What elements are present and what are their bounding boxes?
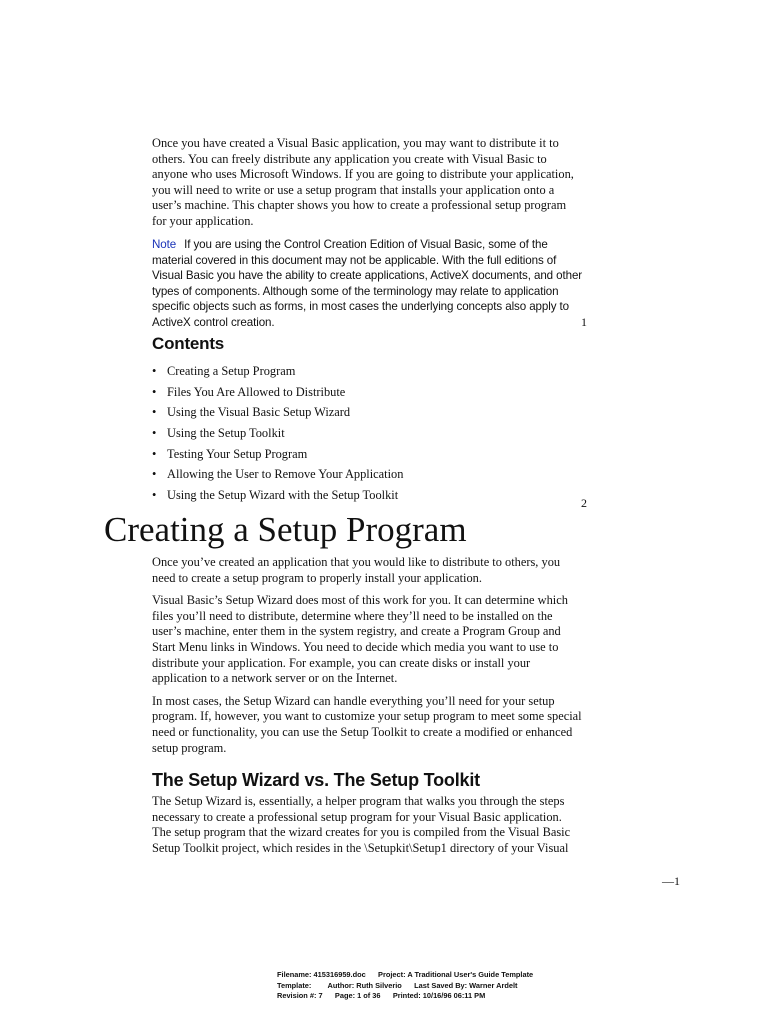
note-label: Note — [152, 238, 177, 251]
contents-item-label: Using the Setup Toolkit — [167, 426, 285, 441]
contents-item-label: Allowing the User to Remove Your Application — [167, 467, 404, 482]
chapter-paragraph: Visual Basic’s Setup Wizard does most of this work for you. It can determine which files you’ll need to distribute, determine where they’ll need to be installed on the user’s machine, enter them in the system registry, and create a Program Group and Start Menu links in Windows. You need to decide which media you want to use to distribute your application. For example, you can create disks or install your application to a network server or on the Internet. — [152, 593, 568, 686]
chapter-paragraph: Once you’ve created an application that you would like to distribute to others, you need to create a setup program to properly install your application. — [152, 555, 561, 585]
bullet-icon: • — [152, 467, 157, 482]
footer-line: Template: Author: Ruth Silverio Last Saved By: Warner Ardelt — [277, 980, 518, 990]
bullet-icon: • — [152, 364, 157, 378]
chapter-title: Creating a Setup Program — [104, 510, 467, 549]
bullet-icon: • — [152, 446, 157, 461]
contents-item[interactable] — [152, 423, 582, 444]
footer-line: Revision #: 7 Page: 1 of 36 Printed: 10/16/96 06:11 PM — [277, 991, 486, 1000]
chapter-paragraph: In most cases, the Setup Wizard can handle everything you’ll need for your setup program. If, however, you want to customize your setup program to meet some special need or functionality, you can use the Setup Toolkit to create a modified or enhanced setup program. — [152, 693, 582, 755]
contents-item[interactable] — [152, 485, 582, 506]
note-block — [152, 237, 590, 331]
bullet-icon: • — [152, 384, 157, 399]
subsection — [152, 770, 612, 856]
footer-line: Filename: 415316959.doc Project: A Traditional User's Guide Template — [277, 970, 534, 979]
contents-item[interactable] — [152, 361, 582, 382]
contents-item-label: Testing Your Setup Program — [167, 446, 308, 461]
subsection-heading: The Setup Wizard vs. The Setup Toolkit — [152, 770, 480, 790]
contents-item[interactable] — [152, 402, 582, 423]
contents-item-label: Using the Setup Wizard with the Setup Toolkit — [167, 488, 399, 503]
contents-list — [152, 361, 582, 506]
contents-item[interactable] — [152, 464, 582, 485]
page-marker-2: 2 — [581, 496, 587, 510]
contents-item[interactable] — [152, 444, 582, 465]
chapter-body — [152, 555, 582, 756]
page-footer-number: —1 — [662, 874, 680, 888]
bullet-icon: • — [152, 488, 157, 503]
contents-item-label: Files You Are Allowed to Distribute — [167, 384, 346, 399]
subsection-paragraph: The Setup Wizard is, essentially, a helper program that walks you through the steps necessary to create a professional setup program for your Visual Basic application. The setup program that the wizard creates for you is compiled from the Visual Basic Setup Toolkit project, which resides in the \Setupkit\Setup1 directory of your Visual — [152, 794, 571, 855]
contents-section — [152, 334, 582, 506]
document-footer — [277, 970, 533, 1002]
note-paragraph — [152, 237, 590, 331]
note-text: If you are using the Control Creation Edition of Visual Basic, some of the material covered in this document may not be applicable. With the full editions of Visual Basic you have the ability to create applications, ActiveX documents, and other types of components. Although some of the terminology may relate to application specific objects such as forms, in most cases the underlying concepts also apply to ActiveX control creation. — [152, 238, 583, 329]
page-marker-1: 1 — [581, 315, 587, 329]
contents-item[interactable] — [152, 382, 582, 403]
intro-paragraph: Once you have created a Visual Basic application, you may want to distribute it to others. You can freely distribute any application you create with Visual Basic to anyone who uses Microsoft Windows. If you are going to distribute your application, you will need to write or use a setup program that installs your application onto a user’s machine. This chapter shows you how to create a professional setup program for your application. — [152, 136, 574, 228]
contents-item-label: Using the Visual Basic Setup Wizard — [167, 405, 351, 420]
contents-item-label: Creating a Setup Program — [167, 364, 296, 378]
contents-heading: Contents — [152, 334, 225, 353]
bullet-icon: • — [152, 426, 157, 441]
bullet-icon: • — [152, 405, 157, 420]
intro-section — [152, 136, 582, 230]
